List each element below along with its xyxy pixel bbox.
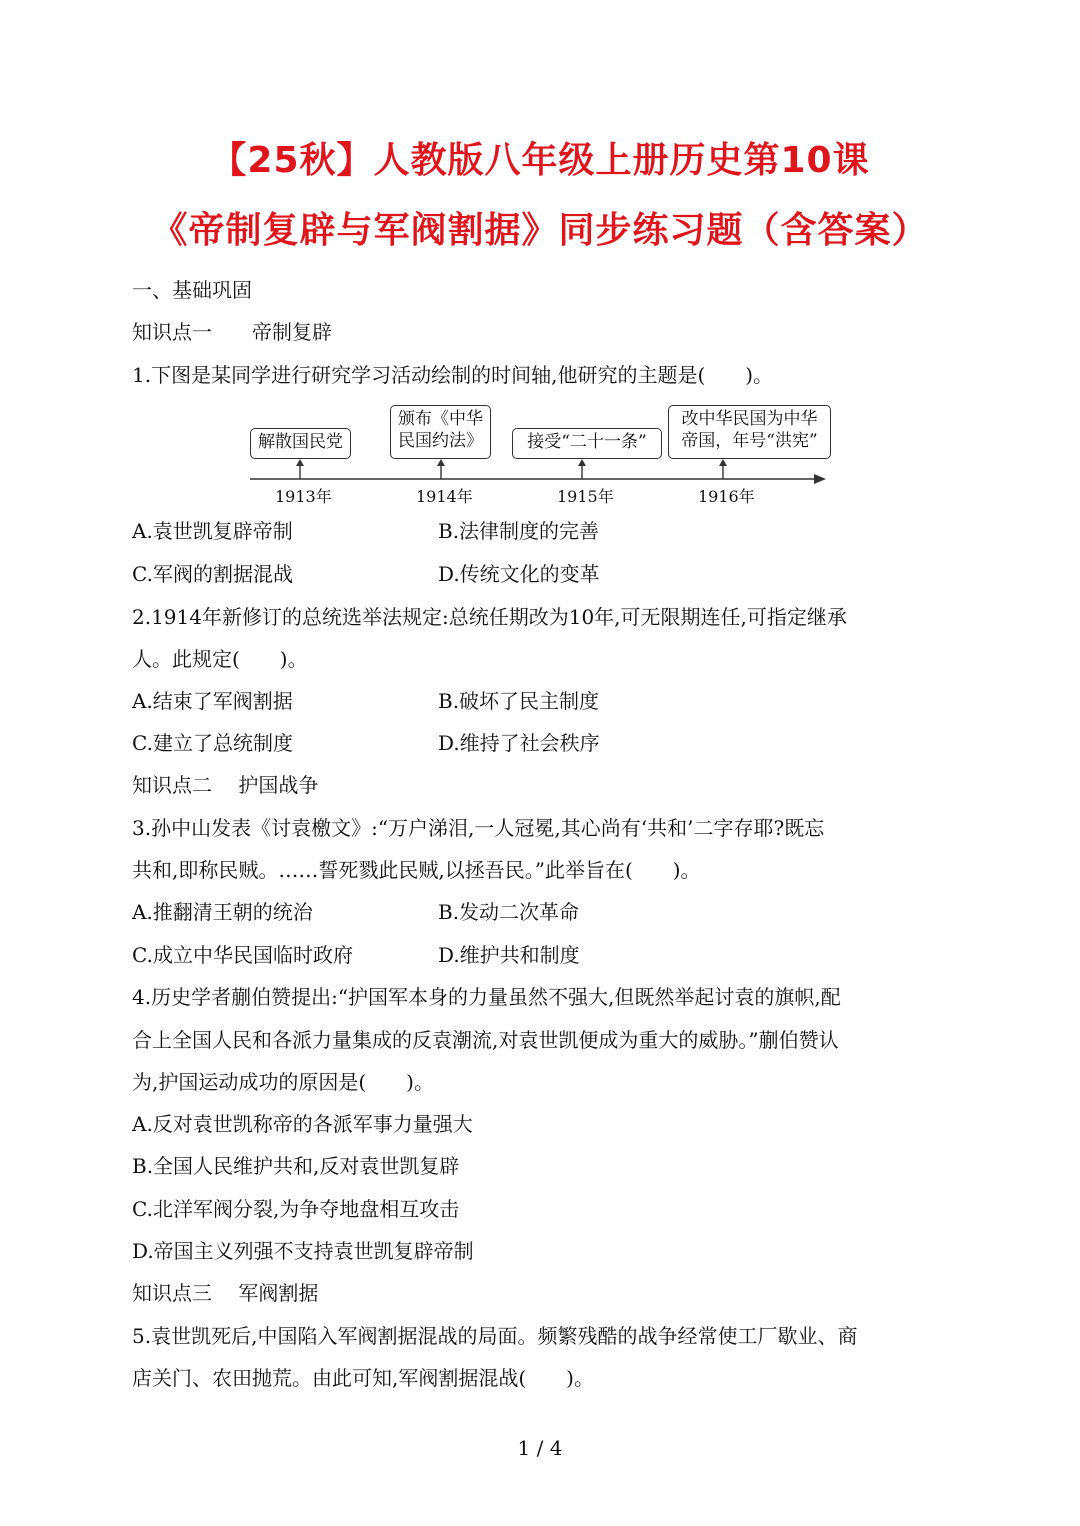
q1-option-c: C.军阀的割据混战 [132, 562, 293, 586]
knowledge-point-1: 知识点一 帝制复辟 [132, 320, 332, 344]
knowledge-point-3: 知识点三 军阀割据 [132, 1281, 319, 1305]
question-3-stem-line2: 共和,即称民贼。……誓死戮此民贼,以拯吾民。”此举旨在( )。 [132, 858, 701, 882]
question-5-stem-line2: 店关门、农田抛荒。由此可知,军阀割据混战( )。 [132, 1366, 594, 1390]
knowledge-point-2: 知识点二 护国战争 [132, 773, 319, 797]
question-1-stem: 1.下图是某同学进行研究学习活动绘制的时间轴,他研究的主题是( )。 [132, 363, 774, 387]
q4-option-c: C.北洋军阀分裂,为争夺地盘相互攻击 [132, 1197, 460, 1221]
timeline-event-1915: 接受“二十一条” [512, 428, 662, 459]
question-2-stem-line1: 2.1914年新修订的总统选举法规定:总统任期改为10年,可无限期连任,可指定继承 [132, 605, 847, 629]
q2-option-a: A.结束了军阀割据 [132, 689, 293, 713]
timeline-year-1915: 1915年 [557, 487, 614, 506]
document-title-line2: 《帝制复辟与军阀割据》同步练习题（含答案） [151, 210, 929, 251]
q3-option-b: B.发动二次革命 [438, 900, 580, 924]
question-4-stem-line2: 合上全国人民和各派力量集成的反袁潮流,对袁世凯便成为重大的威胁。”蒯伯赞认 [132, 1028, 839, 1052]
question-3-stem-line1: 3.孙中山发表《讨袁檄文》:“万户涕泪,一人冠冕,其心尚有‘共和’二字存耶?既忘 [132, 816, 825, 840]
timeline-year-1913: 1913年 [275, 487, 332, 506]
q3-option-d: D.维护共和制度 [438, 943, 580, 967]
timeline-event-1914: 颁布《中华 民国约法》 [390, 405, 491, 459]
q2-option-b: B.破坏了民主制度 [438, 689, 600, 713]
page-number: 1 / 4 [517, 1436, 563, 1460]
q1-option-b: B.法律制度的完善 [438, 519, 600, 543]
q1-option-d: D.传统文化的变革 [438, 562, 600, 586]
q1-option-a: A.袁世凯复辟帝制 [132, 519, 293, 543]
q2-option-c: C.建立了总统制度 [132, 731, 293, 755]
timeline-year-1916: 1916年 [698, 487, 755, 506]
q4-option-d: D.帝国主义列强不支持袁世凯复辟帝制 [132, 1239, 474, 1263]
question-4-stem-line3: 为,护国运动成功的原因是( )。 [132, 1070, 434, 1094]
q3-option-a: A.推翻清王朝的统治 [132, 900, 313, 924]
question-2-stem-line2: 人。此规定( )。 [132, 647, 308, 671]
q3-option-c: C.成立中华民国临时政府 [132, 943, 353, 967]
timeline-event-1913: 解散国民党 [250, 428, 351, 459]
timeline-year-1914: 1914年 [416, 487, 473, 506]
question-4-stem-line1: 4.历史学者蒯伯赞提出:“护国军本身的力量虽然不强大,但既然举起讨袁的旗帜,配 [132, 985, 841, 1009]
section-heading: 一、基础巩固 [132, 278, 252, 302]
q2-option-d: D.维持了社会秩序 [438, 731, 600, 755]
document-title-line1: 【25秋】人教版八年级上册历史第10课 [210, 140, 870, 181]
question-5-stem-line1: 5.袁世凯死后,中国陷入军阀割据混战的局面。频繁残酷的战争经常使工厂歇业、商 [132, 1324, 858, 1348]
timeline-event-1916: 改中华民国为中华 帝国，年号“洪宪” [668, 405, 831, 459]
q4-option-a: A.反对袁世凯称帝的各派军事力量强大 [132, 1112, 473, 1136]
q4-option-b: B.全国人民维护共和,反对袁世凯复辟 [132, 1154, 460, 1178]
